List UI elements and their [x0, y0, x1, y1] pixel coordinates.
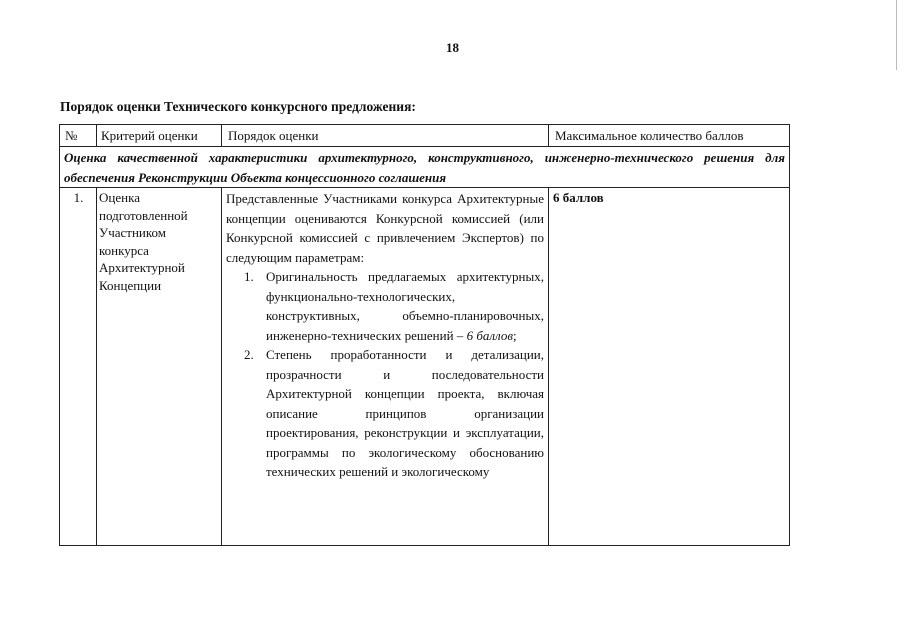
max-score: 6 баллов: [553, 190, 604, 205]
evaluation-table: [59, 124, 790, 546]
header-divider: [96, 125, 97, 146]
header-criterion: Критерий оценки: [101, 128, 198, 143]
header-num: №: [65, 128, 78, 143]
header-order: Порядок оценки: [228, 128, 319, 143]
parameter-text: Оригинальность предлагаемых архитектурных, функционально-технологических, конструктивных, объемно-планировочных, инженерно-технических решений –: [266, 269, 544, 343]
row-number: 1.: [73, 190, 84, 205]
criterion-line: подготовленной: [99, 207, 188, 223]
header-divider: [221, 125, 222, 146]
parameter-after: ;: [513, 327, 517, 343]
parameter-item: [226, 345, 544, 482]
scan-edge-line: [896, 0, 897, 70]
body-divider: [221, 187, 222, 545]
criterion-cell: [99, 189, 217, 294]
header-divider: [548, 125, 549, 146]
section-title: Порядок оценки Технического конкурсного предложения:: [60, 99, 416, 114]
header-bottom-line: [60, 146, 789, 147]
page-number: 18: [446, 40, 459, 55]
parameter-list: [226, 267, 544, 482]
criterion-line: Концепции: [99, 277, 162, 293]
order-intro: Представленные Участниками конкурса Архитектурные концепции оцениваются Конкурсной комиссией (или Конкурсной комиссией с привлечением Экспертов) по следующим параметрам:: [226, 191, 544, 265]
criterion-line: конкурса: [99, 242, 149, 258]
section-header: Оценка качественной характеристики архитектурного, конструктивного, инженерно-технического решения для обеспечения Реконструкции Объекта концессионного соглашения: [64, 150, 785, 185]
criterion-line: Участником: [99, 225, 167, 240]
section-bottom-line: [60, 187, 789, 188]
parameter-item: [226, 267, 544, 345]
criterion-line: Архитектурной: [99, 260, 185, 275]
body-divider: [96, 187, 97, 545]
order-cell: [226, 189, 544, 482]
parameter-marker: 1.: [244, 269, 254, 284]
parameter-text: Степень проработанности и детализации, прозрачности и последовательности Архитектурной концепции проекта, включая описание принципов организации проектирования, реконструкции и эксплуатации, программы по экологическому обоснованию технических решений и экологическому: [266, 347, 544, 479]
header-max: Максимальное количество баллов: [555, 128, 744, 143]
parameter-marker: 2.: [244, 347, 254, 362]
parameter-score: 6 баллов: [466, 327, 513, 343]
body-divider: [548, 187, 549, 545]
criterion-line: Оценка: [99, 190, 140, 205]
